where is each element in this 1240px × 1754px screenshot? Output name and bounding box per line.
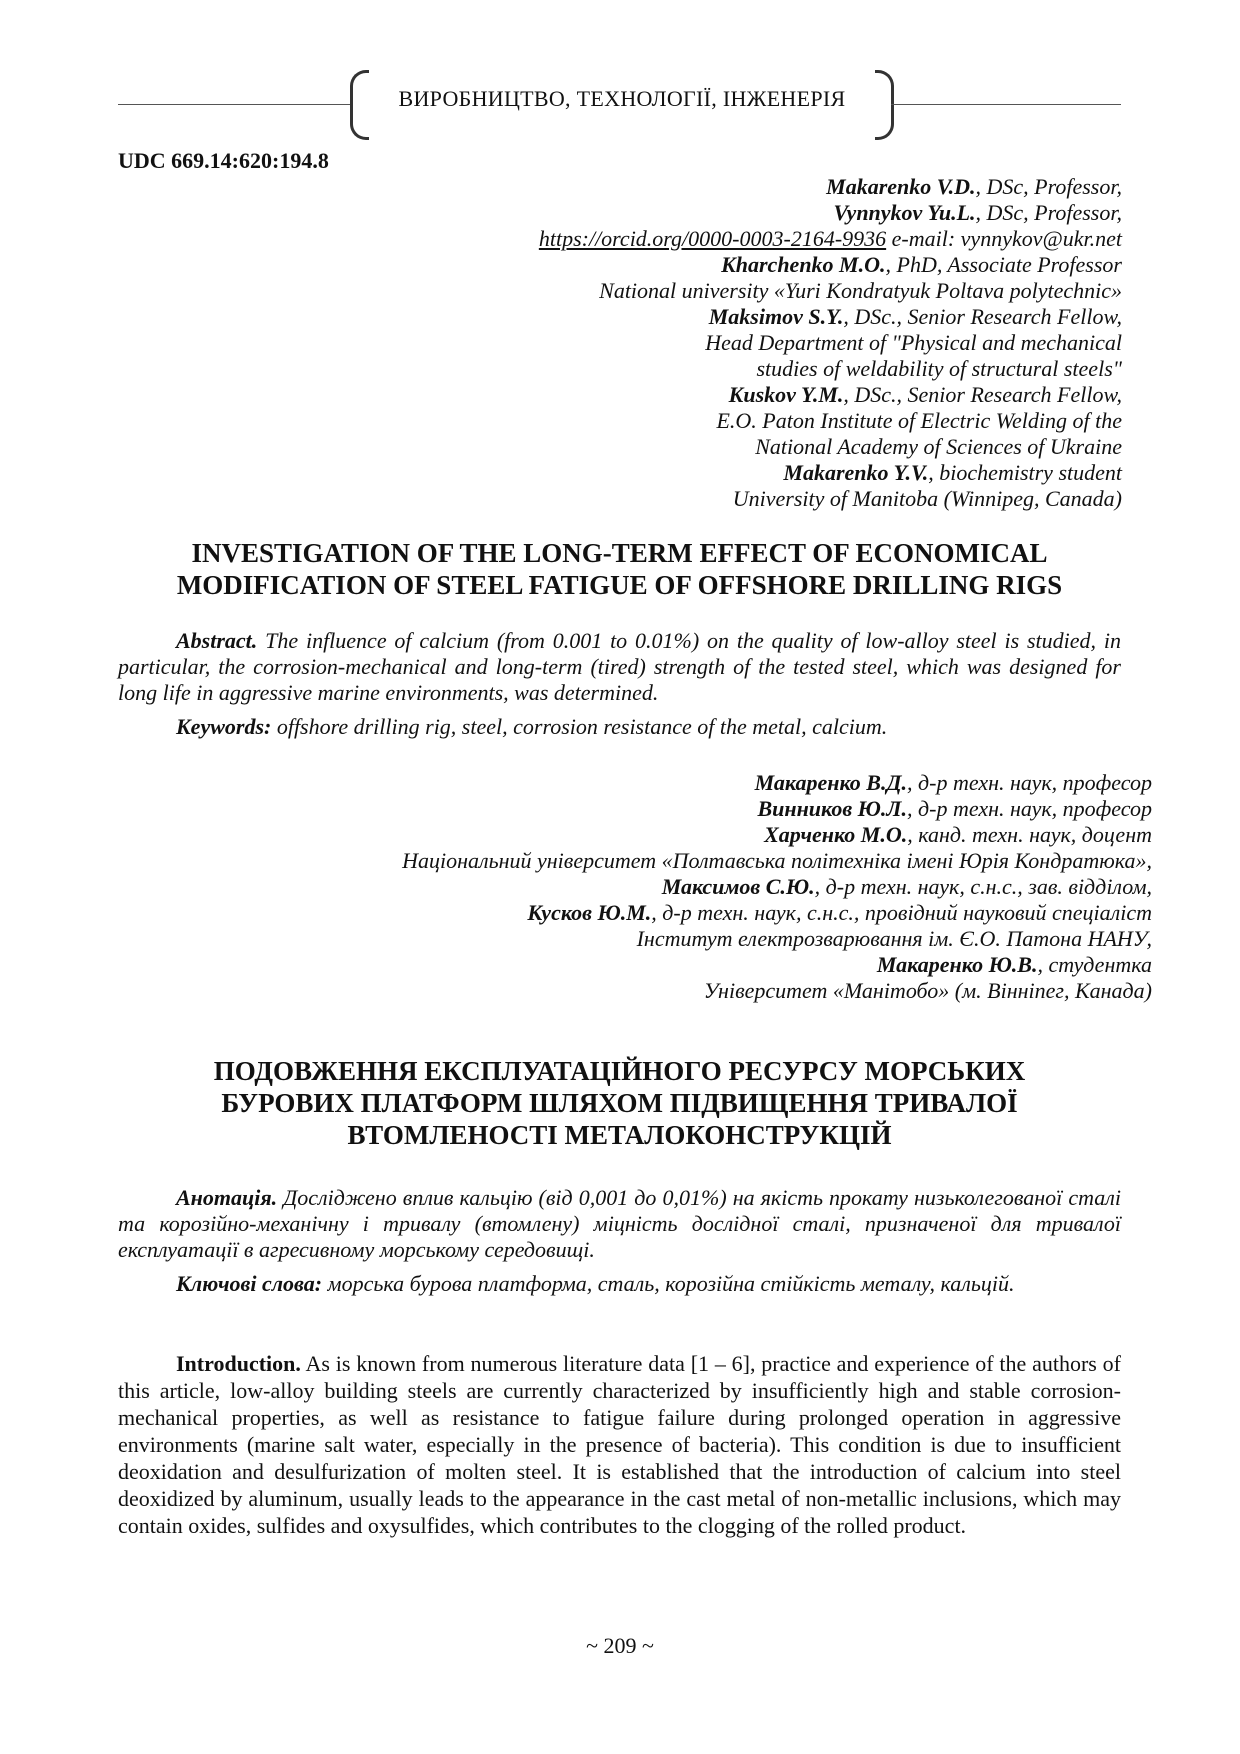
- affiliation: Національний університет «Полтавська політехніка імені Юрія Кондратюка»,: [402, 848, 1152, 873]
- page-number: ~ 209 ~: [586, 1633, 654, 1658]
- introduction-paragraph: [118, 1350, 1121, 1539]
- author-name: Vynnykov Yu.L.: [833, 200, 976, 225]
- author-line: [300, 874, 1152, 900]
- header-brace-right: [875, 70, 894, 140]
- abstract-label: Анотація.: [176, 1185, 278, 1210]
- author-name: Винников Ю.Л.: [757, 796, 907, 821]
- title-line: ВТОМЛЕНОСТІ МЕТАЛОКОНСТРУКЦІЙ: [347, 1120, 892, 1150]
- affiliation: National university «Yuri Kondratyuk Poltava polytechnic»: [599, 278, 1122, 303]
- abstract-ukrainian: [118, 1185, 1121, 1263]
- affiliation: Університет «Манітобо» (м. Вінніпег, Канада): [703, 978, 1152, 1003]
- author-degree: , д-р техн. наук, с.н.с., провідний науковий спеціаліст: [651, 900, 1152, 925]
- author-degree: , DSc., Senior Research Fellow,: [843, 304, 1122, 329]
- author-name: Maksimov S.Y.: [708, 304, 844, 329]
- keywords-text: offshore drilling rig, steel, corrosion resistance of the metal, calcium.: [271, 714, 888, 739]
- affiliation: National Academy of Sciences of Ukraine: [755, 434, 1122, 459]
- keywords-label: Ключові слова:: [176, 1271, 323, 1296]
- paper-title-ukrainian: [118, 1055, 1121, 1151]
- introduction-label: Introduction.: [176, 1351, 301, 1376]
- author-name: Кусков Ю.М.: [527, 900, 652, 925]
- author-line: [300, 460, 1122, 486]
- header-rule-left: [118, 104, 350, 105]
- title-line: MODIFICATION OF STEEL FATIGUE OF OFFSHORE DRILLING RIGS: [176, 570, 1063, 600]
- author-name: Макаренко В.Д.: [754, 770, 907, 795]
- journal-section-title: ВИРОБНИЦТВО, ТЕХНОЛОГІЇ, ІНЖЕНЕРІЯ: [398, 86, 846, 111]
- abstract-text: The influence of calcium (from 0.001 to 0.01%) on the quality of low-alloy steel is studied, in particular, the corrosion-mechanical and long-term (tired) strength of the tested steel, which was designed for long life in aggressive marine environments, was determined.: [118, 628, 1121, 705]
- udc-code: UDC 669.14:620:194.8: [118, 148, 329, 173]
- keywords-text: морська бурова платформа, сталь, корозійна стійкість металу, кальцій.: [322, 1271, 1015, 1296]
- author-degree: , д-р техн. наук, професор: [907, 796, 1152, 821]
- title-line: INVESTIGATION OF THE LONG-TERM EFFECT OF ECONOMICAL: [191, 538, 1048, 568]
- author-name: Харченко М.О.: [764, 822, 908, 847]
- author-degree: , студентка: [1037, 952, 1152, 977]
- author-line: [300, 900, 1152, 926]
- abstract-english: [118, 628, 1121, 706]
- keywords-english: [118, 714, 1121, 740]
- introduction-text: As is known from numerous literature data [1 – 6], practice and experience of the authors of this article, low-alloy building steels are currently characterized by insufficiently high and stable corrosion-mechanical properties, as well as resistance to fatigue failure during prolonged operation in aggressive environments (marine salt water, especially in the presence of bacteria). This condition is due to insufficient deoxidation and desulfurization of molten steel. It is established that the introduction of calcium into steel deoxidized by aluminum, usually leads to the appearance in the cast metal of non-metallic inclusions, which may contain oxides, sulfides and oxysulfides, which contributes to the clogging of the rolled product.: [118, 1351, 1121, 1538]
- keywords-ukrainian: [118, 1271, 1121, 1297]
- author-line: [300, 382, 1122, 408]
- author-contact-line: [300, 226, 1122, 252]
- orcid-link[interactable]: https://orcid.org/0000-0003-2164-9936: [538, 226, 887, 251]
- author-name: Kharchenko M.O.: [721, 252, 886, 277]
- author-degree: , biochemistry student: [928, 460, 1122, 485]
- author-line: [300, 174, 1122, 200]
- abstract-text: Досліджено вплив кальцію (від 0,001 до 0,01%) на якість прокату низьколегованої сталі та корозійно-механічну і тривалу (втомлену) міцність дослідної сталі, призначеної для тривалої експлуатації в агресивному морському середовищі.: [118, 1185, 1121, 1262]
- authors-english: [300, 174, 1122, 512]
- abstract-label: Abstract.: [176, 628, 258, 653]
- authors-ukrainian: [300, 770, 1152, 1004]
- affiliation: Інститут електрозварювання ім. Є.О. Патона НАНУ,: [636, 926, 1152, 951]
- author-degree: , PhD, Associate Professor: [885, 252, 1122, 277]
- author-line: [300, 952, 1152, 978]
- author-name: Максимов С.Ю.: [661, 874, 815, 899]
- author-degree: , канд. техн. наук, доцент: [907, 822, 1152, 847]
- author-name: Makarenko Y.V.: [783, 460, 929, 485]
- author-line: [300, 252, 1122, 278]
- author-degree: , DSc, Professor,: [975, 200, 1122, 225]
- header-rule-right: [891, 104, 1121, 105]
- affiliation: studies of weldability of structural steels": [756, 356, 1122, 381]
- author-email: e-mail: vynnykov@ukr.net: [886, 226, 1122, 251]
- author-degree: , DSc, Professor,: [975, 174, 1122, 199]
- running-header: [118, 70, 1121, 136]
- author-line: [300, 200, 1122, 226]
- author-name: Kuskov Y.M.: [728, 382, 844, 407]
- affiliation: Head Department of "Physical and mechanical: [705, 330, 1122, 355]
- title-line: ПОДОВЖЕННЯ ЕКСПЛУАТАЦІЙНОГО РЕСУРСУ МОРСЬКИХ: [213, 1056, 1026, 1086]
- author-line: [300, 796, 1152, 822]
- author-degree: , д-р техн. наук, с.н.с., зав. відділом,: [814, 874, 1152, 899]
- author-name: Макаренко Ю.В.: [876, 952, 1038, 977]
- author-line: [300, 822, 1152, 848]
- author-degree: , DSc., Senior Research Fellow,: [843, 382, 1122, 407]
- keywords-label: Keywords:: [176, 714, 272, 739]
- affiliation: University of Manitoba (Winnipeg, Canada): [732, 486, 1122, 511]
- title-line: БУРОВИХ ПЛАТФОРМ ШЛЯХОМ ПІДВИЩЕННЯ ТРИВАЛОЇ: [221, 1088, 1018, 1118]
- author-degree: , д-р техн. наук, професор: [907, 770, 1152, 795]
- affiliation: E.O. Paton Institute of Electric Welding of the: [716, 408, 1122, 433]
- author-line: [300, 770, 1152, 796]
- author-name: Makarenko V.D.: [826, 174, 976, 199]
- author-line: [300, 304, 1122, 330]
- paper-title-english: [118, 537, 1121, 601]
- header-brace-left: [350, 70, 369, 140]
